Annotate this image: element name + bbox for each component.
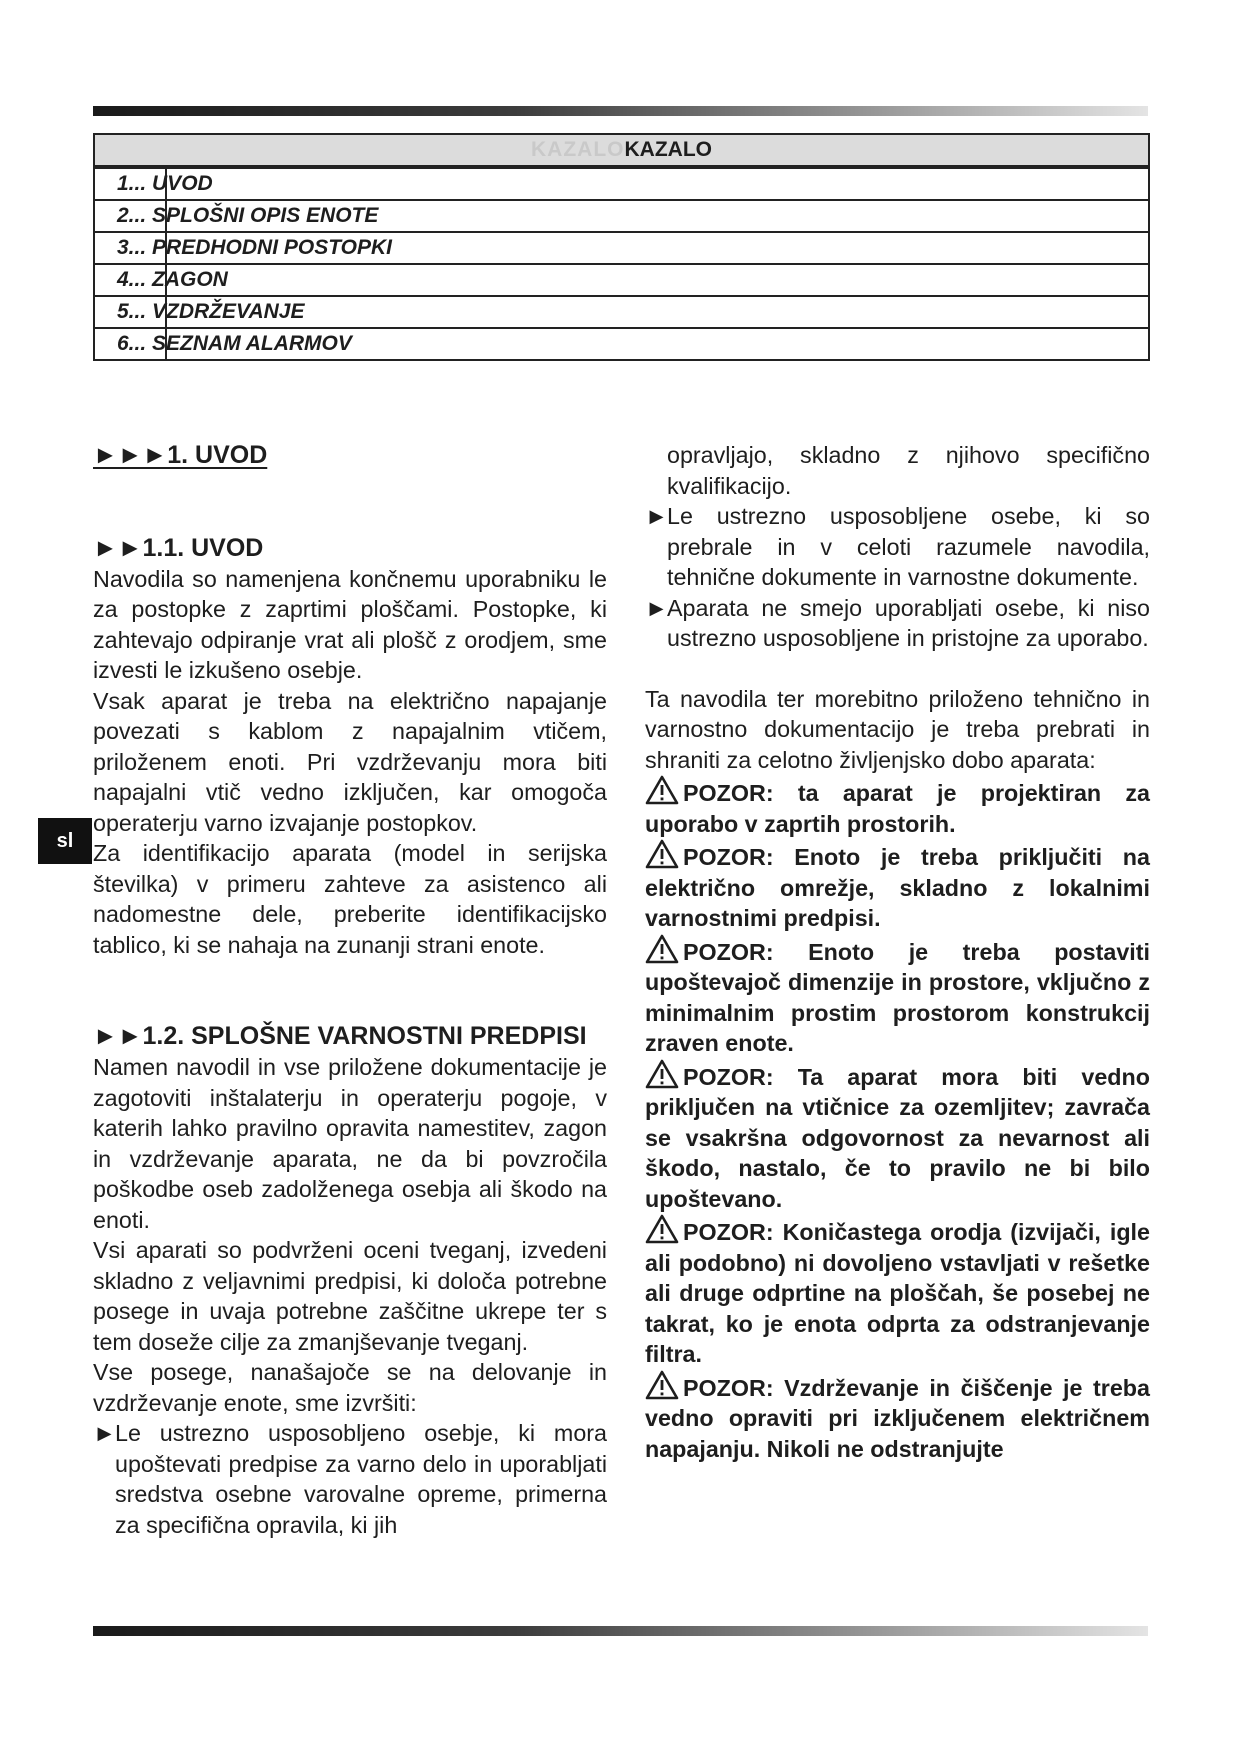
toc-item: 1... UVOD: [95, 167, 1148, 199]
list-item-text: Le ustrezno usposobljeno osebje, ki mora upoštevati predpise za varno delo in uporabljati sredstva osebne varovalne opreme, primerna za specifična opravila, ki jih: [115, 1420, 607, 1538]
bullet-arrow-icon: ►: [645, 503, 669, 529]
list-item: [645, 593, 1150, 654]
warning-note: [645, 775, 1150, 839]
bottom-rule: [93, 1626, 1148, 1636]
list-item-text: Le ustrezno usposobljene osebe, ki so prebrale in v celoti razumele navodila, tehnične dokumente in varnostne dokumente.: [667, 503, 1150, 590]
safety-paragraph-2: Vsi aparati so podvrženi oceni tveganj, izvedeni skladno z veljavnimi predpisi, ki določa potrebne posege in uvaja potrebne zaščitne ukrepe ter s tem doseže cilje za zmanjševanje tveganj.: [93, 1237, 607, 1355]
warning-triangle-icon: [645, 775, 679, 805]
toc-item: 6... SEZNAM ALARMOV: [95, 327, 1148, 359]
section-heading-uvod: ►►►1. UVOD: [93, 441, 268, 469]
warning-triangle-icon: [645, 1370, 679, 1400]
documentation-paragraph: Ta navodila ter morebitno priloženo tehnično in varnostno dokumentacijo je treba prebrati in shraniti za celotno življenjsko dobo aparata:: [645, 685, 1150, 773]
table-of-contents: [93, 133, 1150, 361]
warning-triangle-icon: [645, 1059, 679, 1089]
warning-text: POZOR: ta aparat je projektiran za uporabo v zaprtih prostorih.: [645, 780, 1150, 837]
subsection-heading-1-2: ►►1.2. SPLOŠNE VARNOSTNI PREDPISI: [93, 1022, 587, 1050]
toc-item: 5... VZDRŽEVANJE: [95, 295, 1148, 327]
intro-paragraph-3: Za identifikacijo aparata (model in serijska številka) v primeru zahteve za asistenco ali nadomestne dele, preberite identifikacijsko tablico, ki se nahaja na zunanji strani enote.: [93, 840, 607, 958]
toc-title: KAZALO: [624, 138, 712, 161]
warning-text: POZOR: Enoto je treba postaviti upoštevajoč dimenzije in prostore, vključno z minimalnim prostim prostorom konstrukcij zraven enote.: [645, 938, 1150, 1056]
toc-item: 3... PREDHODNI POSTOPKI: [95, 231, 1148, 263]
safety-paragraph-3: Vse posege, nanašajoče se na delovanje in vzdrževanje enote, sme izvršiti:: [93, 1359, 607, 1416]
warning-text: POZOR: Ta aparat mora biti vedno priključen na vtičnice za ozemljitev; zavrača se vsakršna odgovornost za nevarnost ali škodo, nastalo, če to pravilo ne bi bilo upoštevano.: [645, 1063, 1150, 1212]
intro-paragraph-2: Vsak aparat je treba na električno napajanje povezati s kablom z napajalnim vtičem, priloženem enoti. Pri vzdrževanju mora biti napajalni vtič vedno izključen, kar omogoča operaterju varno izvajanje postopkov.: [93, 687, 607, 836]
warning-note: [645, 934, 1150, 1059]
warning-triangle-icon: [645, 1214, 679, 1244]
toc-item: 2... SPLOŠNI OPIS ENOTE: [95, 199, 1148, 231]
warning-triangle-icon: [645, 934, 679, 964]
warning-triangle-icon: [645, 839, 679, 869]
list-item-continuation: opravljajo, skladno z njihovo specifično kvalifikacijo.: [667, 442, 1150, 499]
warning-note: [645, 1214, 1150, 1370]
toc-ghost-title: KAZALO: [531, 138, 625, 161]
list-item: [93, 1418, 607, 1540]
bullet-arrow-icon: ►: [93, 1420, 117, 1446]
intro-paragraph-1: Navodila so namenjena končnemu uporabniku le za postopke z zaprtimi ploščami. Postopke, ki zahtevajo odpiranje vrat ali plošč z orodjem, sme izvesti le izkušeno osebje.: [93, 565, 607, 683]
right-column: [645, 440, 1150, 1464]
list-item: [645, 501, 1150, 593]
list-item-text: Aparata ne smejo uporabljati osebe, ki niso ustrezno usposobljene in pristojne za uporabo.: [667, 594, 1150, 651]
warning-note: [645, 1059, 1150, 1215]
warning-note: [645, 839, 1150, 934]
subsection-heading-1-1: ►►1.1. UVOD: [93, 533, 264, 562]
top-rule: [93, 106, 1148, 116]
warning-text: POZOR: Koničastega orodja (izvijači, igle ali podobno) ni dovoljeno vstavljati v rešetke ali druge odprtine na ploščah, še posebej ne takrat, ko je enota odprta za odstranjevanje filtra.: [645, 1219, 1150, 1367]
toc-header: [95, 135, 1148, 167]
warning-text: POZOR: Enoto je treba priključiti na električno omrežje, skladno z lokalnimi varnostnimi predpisi.: [645, 844, 1150, 931]
bullet-arrow-icon: ►: [645, 594, 669, 621]
toc-item: 4... ZAGON: [95, 263, 1148, 295]
warning-note: [645, 1370, 1150, 1465]
left-column: [93, 440, 607, 1540]
warning-text: POZOR: Vzdrževanje in čiščenje je treba vedno opraviti pri izključenem električnem napajanju. Nikoli ne odstranjujte: [645, 1374, 1150, 1462]
safety-paragraph-1: Namen navodil in vse priložene dokumentacije je zagotoviti inštalaterju in operaterju pogoje, v katerih lahko pravilno opravita namestitev, zagon in vzdrževanje aparata, ne da bi povzročila poškodbe oseb zadolženega osebja ali škodo na enoti.: [93, 1054, 607, 1233]
language-tab: sl: [38, 818, 92, 864]
